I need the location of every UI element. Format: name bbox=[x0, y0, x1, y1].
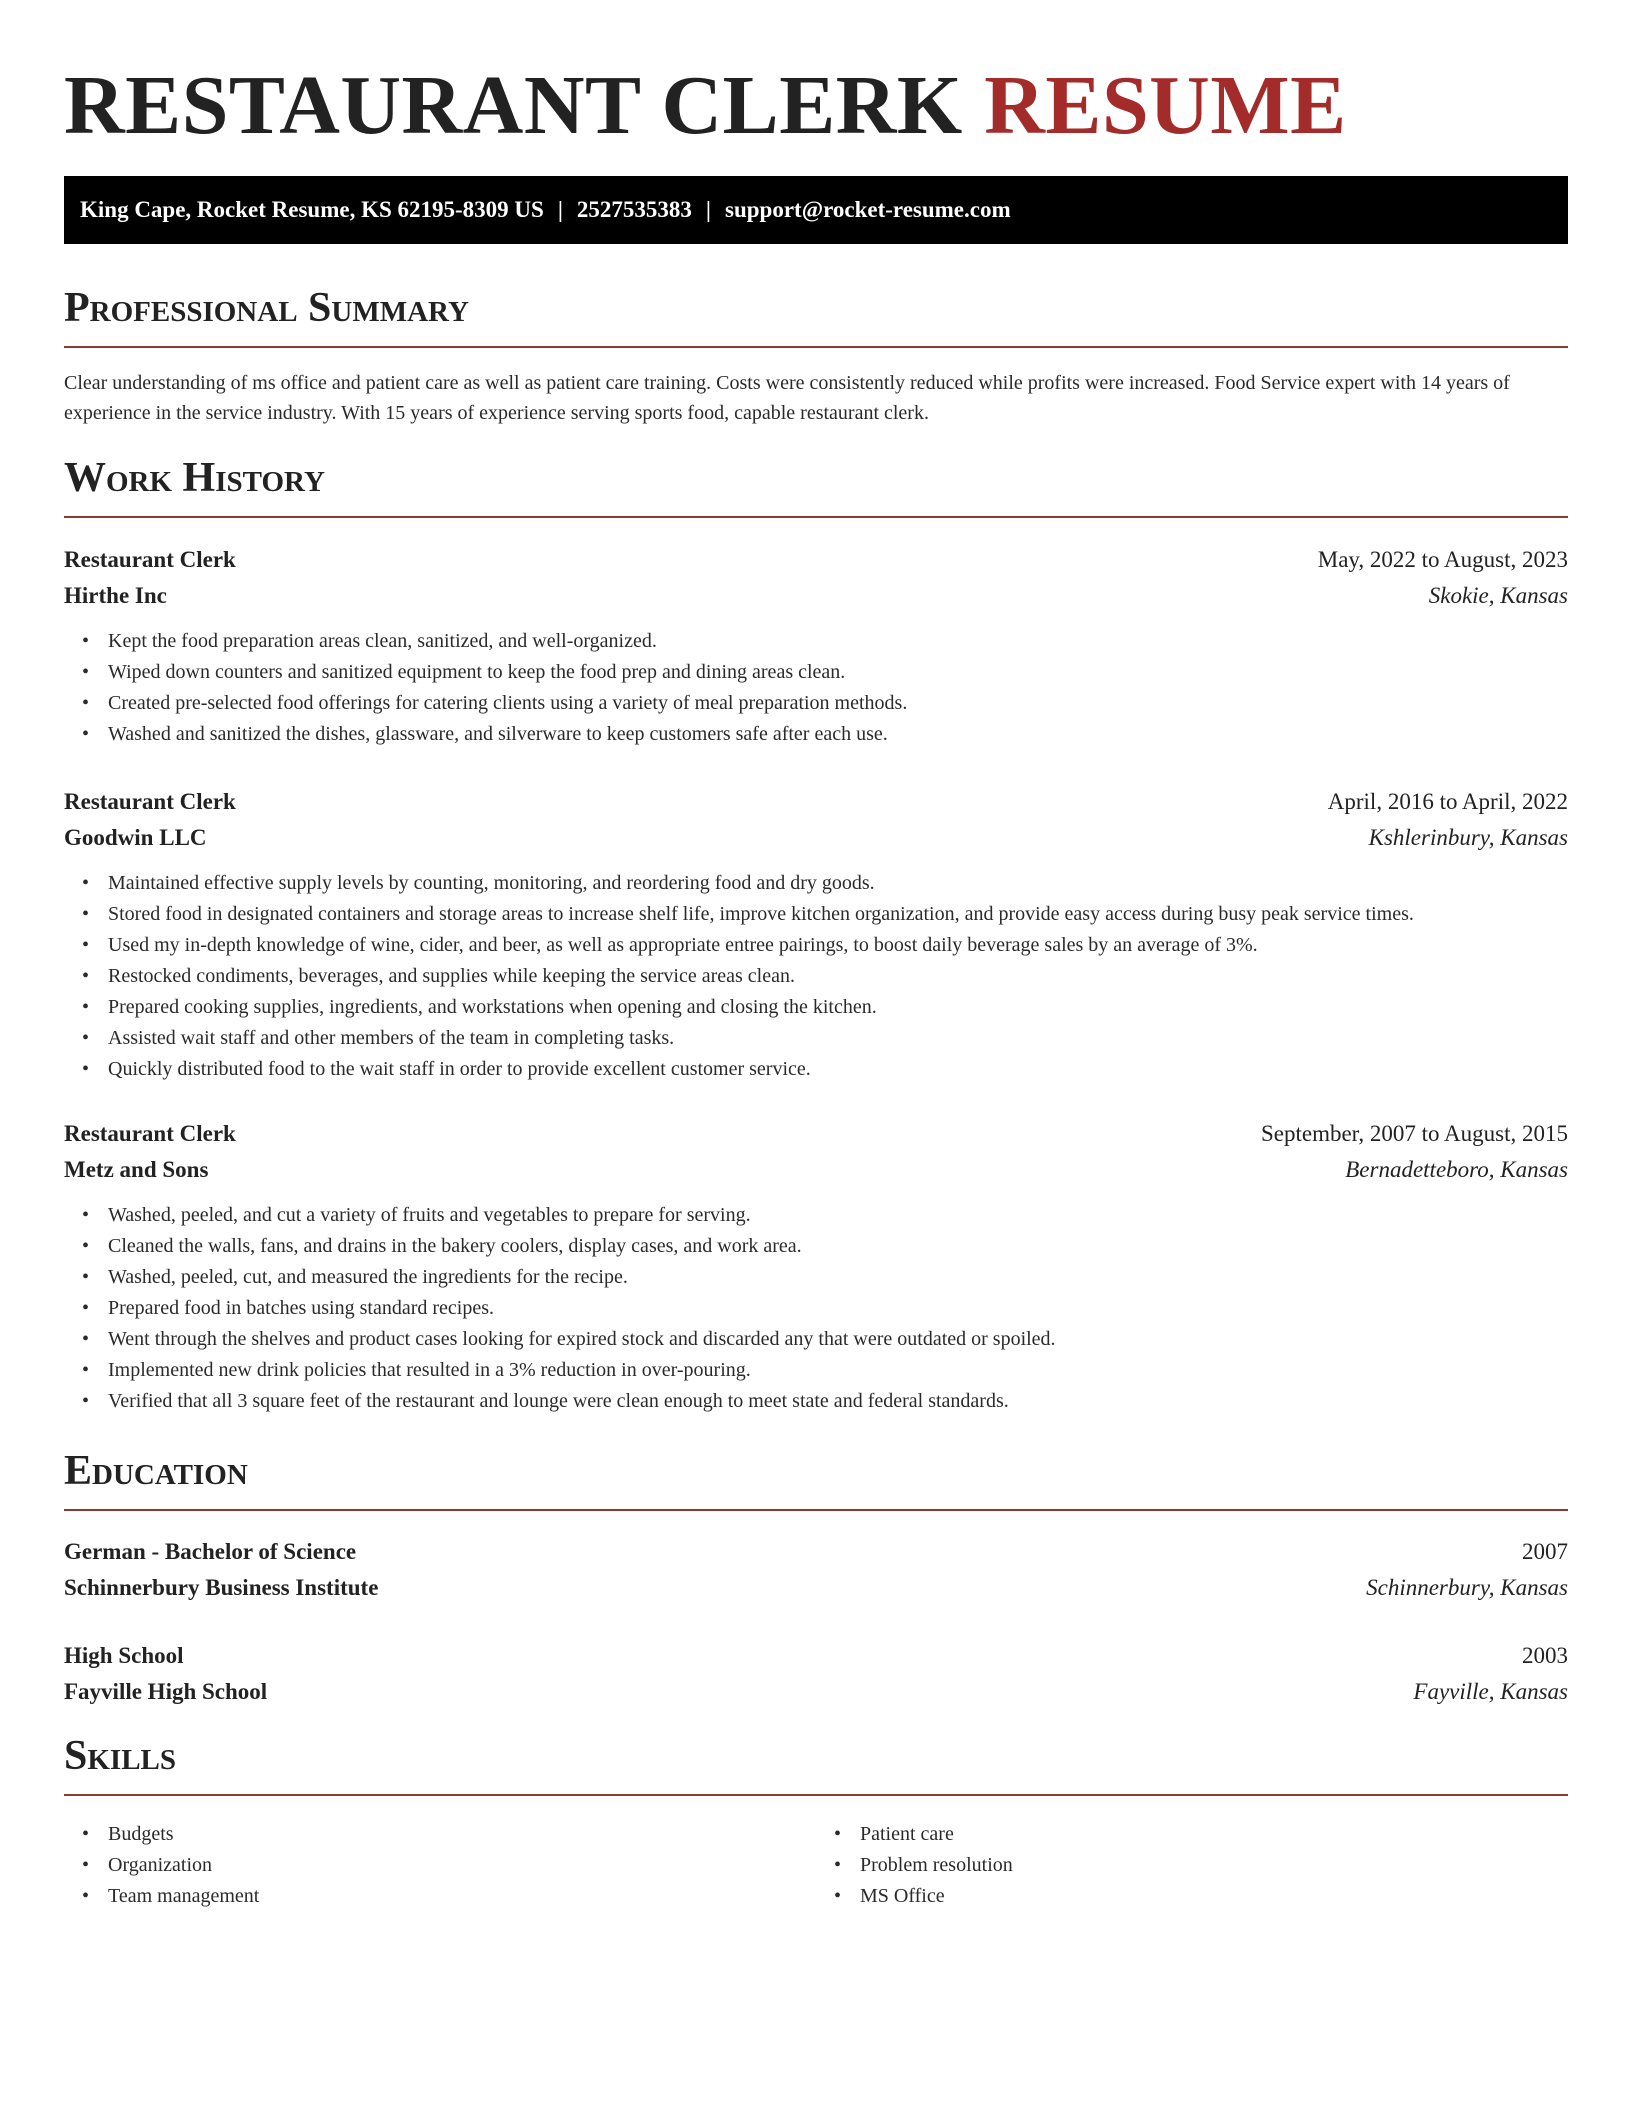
job-company-row bbox=[64, 1152, 1568, 1188]
job-location: Kshlerinbury, Kansas bbox=[1368, 825, 1568, 850]
education-degree-row bbox=[64, 1534, 1568, 1570]
job-company-row bbox=[64, 820, 1568, 856]
bullet-item: • Restocked condiments, beverages, and supplies while keeping the service areas clean. bbox=[108, 961, 1568, 992]
bullet-item: • Wiped down counters and sanitized equipment to keep the food prep and dining areas clean. bbox=[108, 657, 1568, 688]
education-school: Fayville High School bbox=[64, 1679, 268, 1704]
work-history-heading: Work History bbox=[64, 450, 1568, 518]
education-year: 2003 bbox=[1522, 1643, 1568, 1668]
skill-item: • Budgets bbox=[108, 1819, 816, 1850]
job-entry bbox=[64, 542, 1568, 750]
contact-address: King Cape, Rocket Resume, KS 62195-8309 US bbox=[80, 197, 544, 222]
education-location: Schinnerbury, Kansas bbox=[1366, 1575, 1568, 1600]
skill-item: • Problem resolution bbox=[860, 1850, 1568, 1881]
bullet-item: • Quickly distributed food to the wait staff in order to provide excellent customer service. bbox=[108, 1054, 1568, 1085]
job-entry bbox=[64, 784, 1568, 1085]
bullet-item: • Stored food in designated containers and storage areas to increase shelf life, improve kitchen organization, and provide easy access during busy peak service times. bbox=[108, 899, 1568, 930]
job-company: Hirthe Inc bbox=[64, 583, 167, 608]
skill-item: • Team management bbox=[108, 1881, 816, 1912]
education-location: Fayville, Kansas bbox=[1413, 1679, 1568, 1704]
job-location: Bernadetteboro, Kansas bbox=[1345, 1157, 1568, 1182]
job-bullets bbox=[64, 1200, 1568, 1417]
bullet-item: • Verified that all 3 square feet of the restaurant and lounge were clean enough to meet state and federal standards. bbox=[108, 1386, 1568, 1417]
bullet-item: • Implemented new drink policies that resulted in a 3% reduction in over-pouring. bbox=[108, 1355, 1568, 1386]
education-school: Schinnerbury Business Institute bbox=[64, 1575, 379, 1600]
bullet-item: • Kept the food preparation areas clean, sanitized, and well-organized. bbox=[108, 626, 1568, 657]
job-company: Goodwin LLC bbox=[64, 825, 207, 850]
education-degree: High School bbox=[64, 1643, 184, 1668]
bullet-item: • Went through the shelves and product cases looking for expired stock and discarded any that were outdated or spoiled. bbox=[108, 1324, 1568, 1355]
bullet-item: • Maintained effective supply levels by counting, monitoring, and reordering food and dry goods. bbox=[108, 868, 1568, 899]
job-company: Metz and Sons bbox=[64, 1157, 209, 1182]
bullet-item: • Washed, peeled, cut, and measured the ingredients for the recipe. bbox=[108, 1262, 1568, 1293]
job-bullets bbox=[64, 626, 1568, 750]
job-dates: April, 2016 to April, 2022 bbox=[1327, 789, 1568, 814]
summary-text: Clear understanding of ms office and patient care as well as patient care training. Costs were consistently reduced while profits were increased. Food Service expert with 14 years of experience in the service industry. With 15 years of experience serving sports food, capable restaurant clerk. bbox=[64, 372, 1510, 424]
education-degree-row bbox=[64, 1638, 1568, 1674]
bullet-item: • Cleaned the walls, fans, and drains in the bakery coolers, display cases, and work area. bbox=[108, 1231, 1568, 1262]
skills-heading: Skills bbox=[64, 1728, 1568, 1796]
education-school-row bbox=[64, 1570, 1568, 1606]
education-entry bbox=[64, 1638, 1568, 1710]
job-location: Skokie, Kansas bbox=[1428, 583, 1568, 608]
contact-phone[interactable]: 2527535383 bbox=[576, 197, 692, 222]
skill-item: • Organization bbox=[108, 1850, 816, 1881]
education-year: 2007 bbox=[1522, 1539, 1568, 1564]
job-title: Restaurant Clerk bbox=[64, 1121, 236, 1146]
skills-column-left bbox=[64, 1819, 816, 1912]
bullet-item: • Used my in-depth knowledge of wine, cider, and beer, as well as appropriate entree pairings, to boost daily beverage sales by an average of 3%. bbox=[108, 930, 1568, 961]
job-entry bbox=[64, 1116, 1568, 1417]
contact-separator: | bbox=[557, 197, 563, 222]
job-header-row bbox=[64, 542, 1568, 578]
job-header-row bbox=[64, 784, 1568, 820]
contact-bar bbox=[64, 176, 1568, 244]
bullet-item: • Assisted wait staff and other members of the team in completing tasks. bbox=[108, 1023, 1568, 1054]
job-dates: May, 2022 to August, 2023 bbox=[1317, 547, 1568, 572]
job-bullets bbox=[64, 868, 1568, 1085]
job-header-row bbox=[64, 1116, 1568, 1152]
skill-item: • MS Office bbox=[860, 1881, 1568, 1912]
bullet-item: • Prepared cooking supplies, ingredients, and workstations when opening and closing the kitchen. bbox=[108, 992, 1568, 1023]
contact-separator: | bbox=[705, 197, 711, 222]
education-entry bbox=[64, 1534, 1568, 1606]
contact-email[interactable]: support@rocket-resume.com bbox=[725, 197, 1011, 222]
skill-item: • Patient care bbox=[860, 1819, 1568, 1850]
job-title: Restaurant Clerk bbox=[64, 789, 236, 814]
education-heading: Education bbox=[64, 1443, 1568, 1511]
resume-title bbox=[64, 56, 1347, 156]
job-dates: September, 2007 to August, 2015 bbox=[1260, 1121, 1568, 1146]
bullet-item: • Washed, peeled, and cut a variety of fruits and vegetables to prepare for serving. bbox=[108, 1200, 1568, 1231]
bullet-item: • Created pre-selected food offerings for catering clients using a variety of meal preparation methods. bbox=[108, 688, 1568, 719]
job-title: Restaurant Clerk bbox=[64, 547, 236, 572]
education-school-row bbox=[64, 1674, 1568, 1710]
job-company-row bbox=[64, 578, 1568, 614]
education-degree: German - Bachelor of Science bbox=[64, 1539, 357, 1564]
title-accent: RESUME bbox=[984, 59, 1347, 152]
skills-list bbox=[64, 1819, 1568, 1912]
title-main: RESTAURANT CLERK bbox=[64, 59, 963, 152]
bullet-item: • Washed and sanitized the dishes, glassware, and silverware to keep customers safe after each use. bbox=[108, 719, 1568, 750]
summary-heading: Professional Summary bbox=[64, 280, 1568, 348]
bullet-item: • Prepared food in batches using standard recipes. bbox=[108, 1293, 1568, 1324]
skills-column-right bbox=[816, 1819, 1568, 1912]
